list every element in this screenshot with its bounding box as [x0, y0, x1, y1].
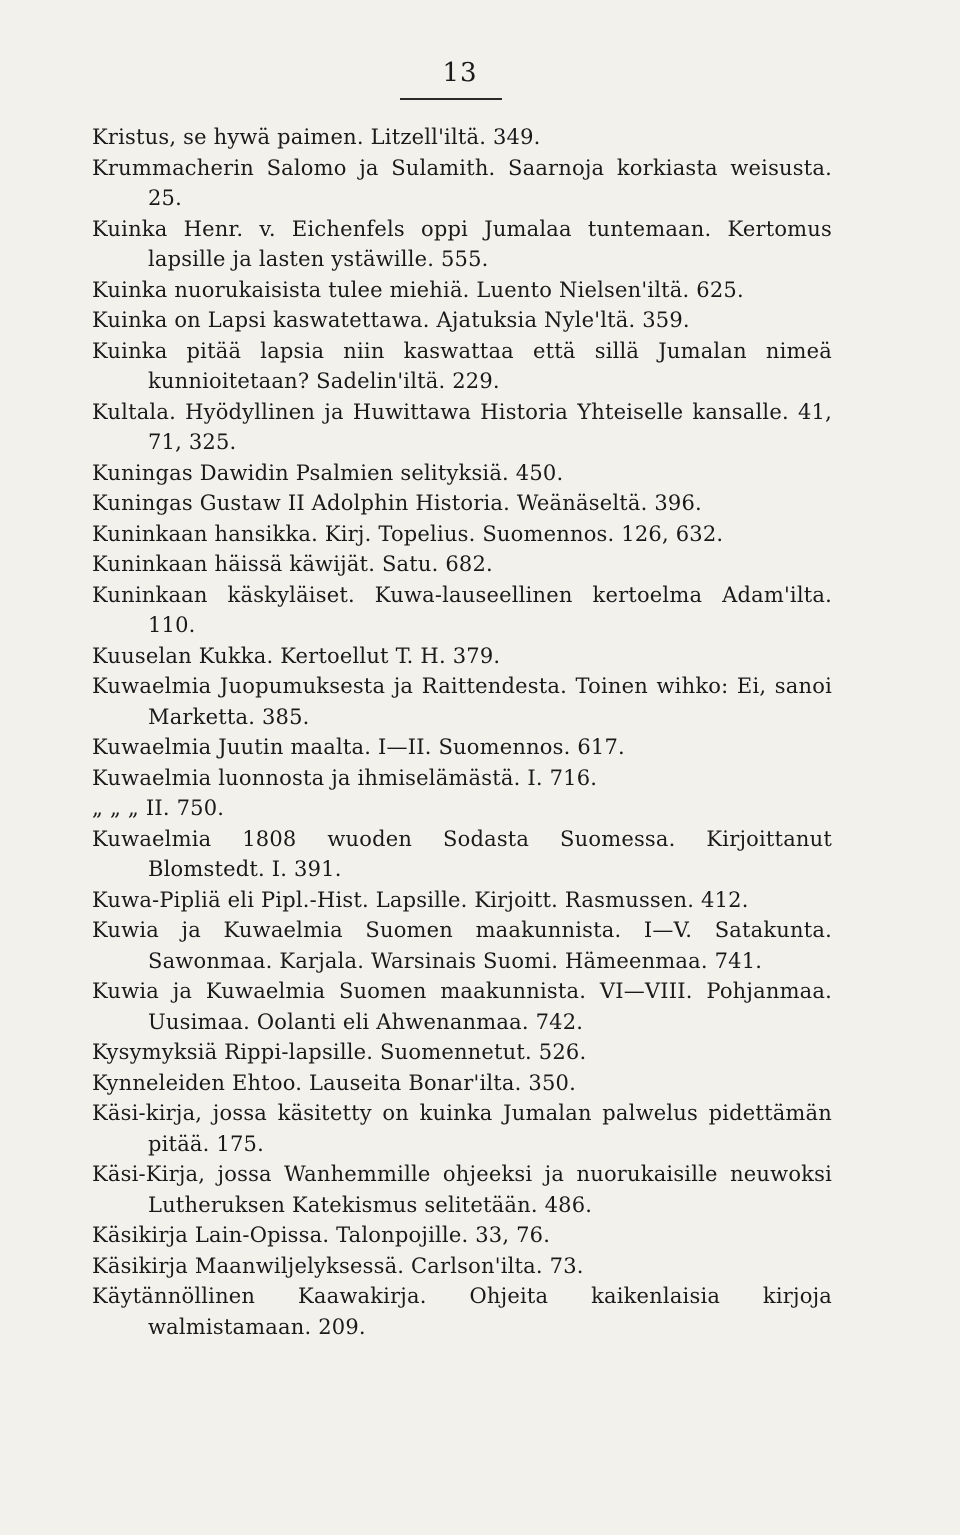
index-entry: Käsikirja Lain-Opissa. Talonpojille. 33, 76.: [92, 1223, 551, 1247]
index-entry: Kuningas Gustaw II Adolphin Historia. Weänäseltä. 396.: [92, 491, 702, 515]
index-entry: Kultala. Hyödyllinen ja Huwittawa Historia Yhteiselle kansalle. 41, 71, 325.: [92, 399, 832, 454]
index-entry: Kuninkaan käskyläiset. Kuwa-lauseellinen kertoelma Adam'ilta. 110.: [92, 582, 832, 637]
header-rule: [400, 98, 502, 100]
index-entry: „ „ „ II. 750.: [92, 796, 225, 820]
index-entry: Kuwaelmia luonnosta ja ihmiselämästä. I. 716.: [92, 765, 598, 790]
index-entry: Kuuselan Kukka. Kertoellut T. H. 379.: [92, 643, 501, 668]
index-entry: Kuwaelmia Juopumuksesta ja Raittendesta. Toinen wihko: Ei, sanoi Marketta. 385.: [92, 674, 832, 729]
index-entry: Kristus, se hywä paimen. Litzell'iltä. 349.: [92, 125, 541, 149]
index-entry: Kuwia ja Kuwaelmia Suomen maakunnista. VI—VIII. Pohjanmaa. Uusimaa. Oolanti eli Ahwenanmaa. 742.: [92, 979, 832, 1034]
index-entry: Kuningas Dawidin Psalmien selityksiä. 450.: [92, 460, 564, 485]
index-entry: Kuninkaan hansikka. Kirj. Topelius. Suomennos. 126, 632.: [92, 521, 724, 546]
index-entry: Kuwaelmia 1808 wuoden Sodasta Suomessa. Kirjoittanut Blomstedt. I. 391.: [92, 826, 832, 881]
index-entry: Kuinka Henr. v. Eichenfels oppi Jumalaa tuntemaan. Kertomus lapsille ja lasten ystäwille. 555.: [92, 216, 832, 271]
index-entry-list: [92, 122, 832, 1342]
page-number: 13: [442, 58, 478, 88]
index-entry: Kuinka on Lapsi kaswatettawa. Ajatuksia Nyle'ltä. 359.: [92, 308, 690, 332]
index-entry: Käsikirja Maanwiljelyksessä. Carlson'ilta. 73.: [92, 1253, 584, 1278]
index-entry: Käsi-kirja, jossa käsitetty on kuinka Jumalan palwelus pidettämän pitää. 175.: [92, 1101, 832, 1156]
index-entry: Kuwaelmia Juutin maalta. I—II. Suomennos. 617.: [92, 735, 625, 759]
index-entry: Kuinka nuorukaisista tulee miehiä. Luento Nielsen'iltä. 625.: [92, 277, 744, 302]
index-entry: Krummacherin Salomo ja Sulamith. Saarnoja korkiasta weisusta. 25.: [92, 155, 832, 210]
index-entry: Kuwia ja Kuwaelmia Suomen maakunnista. I—V. Satakunta. Sawonmaa. Karjala. Warsinais Suomi. Hämeenmaa. 741.: [92, 918, 832, 973]
index-entry: Kuninkaan häissä käwijät. Satu. 682.: [92, 552, 493, 576]
index-entry: Käsi-Kirja, jossa Wanhemmille ohjeeksi ja nuorukaisille neuwoksi Lutheruksen Katekismus selitetään. 486.: [92, 1162, 832, 1217]
index-entry: Kuwa-Pipliä eli Pipl.-Hist. Lapsille. Kirjoitt. Rasmussen. 412.: [92, 887, 749, 912]
index-entry: Kysymyksiä Rippi-lapsille. Suomennetut. 526.: [92, 1040, 587, 1064]
index-entry: Käytännöllinen Kaawakirja. Ohjeita kaikenlaisia kirjoja walmistamaan. 209.: [92, 1284, 832, 1339]
index-entry: Kynneleiden Ehtoo. Lauseita Bonar'ilta. 350.: [92, 1070, 576, 1095]
index-entry: Kuinka pitää lapsia niin kaswattaa että sillä Jumalan nimeä kunnioitetaan? Sadelin'iltä. 229.: [92, 338, 832, 393]
